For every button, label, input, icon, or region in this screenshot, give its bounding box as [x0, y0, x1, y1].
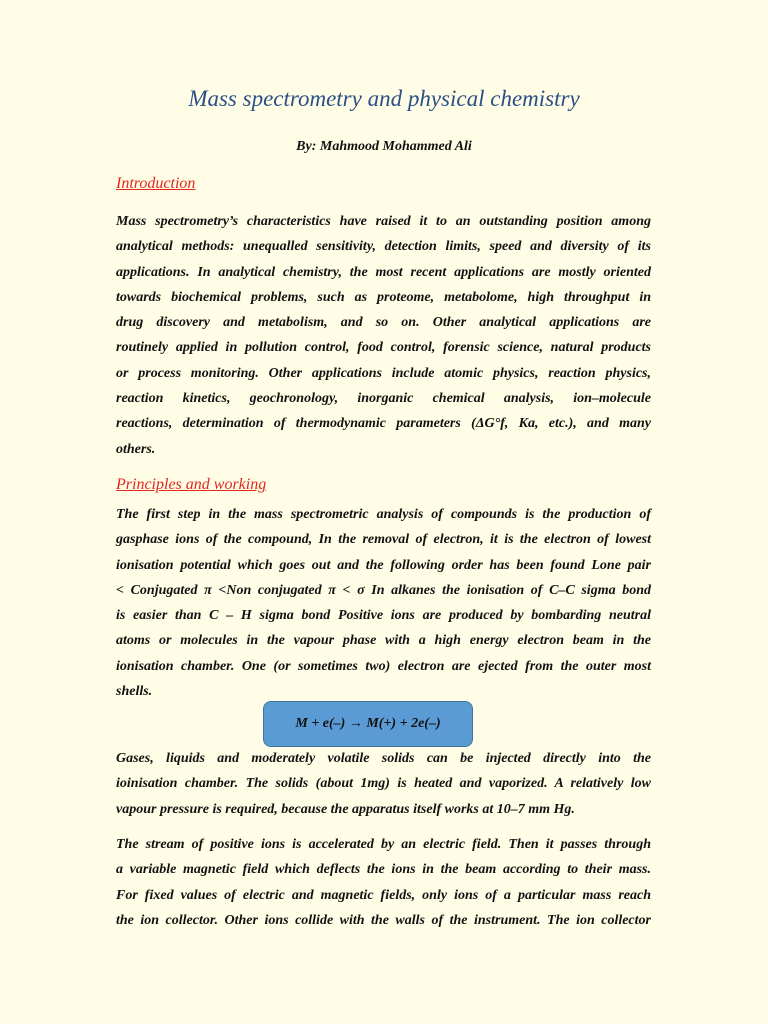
paragraph-line: ionisation potential which goes out and the following order has been found Lone pair [116, 557, 651, 573]
paragraph-line: is easier than C – H sigma bond Positive ions are produced by bombarding neutral [116, 608, 651, 624]
paragraph-line: reaction kinetics, geochronology, inorganic chemical analysis, ion–molecule [116, 391, 651, 407]
paragraph-line: drug discovery and metabolism, and so on. Other analytical applications are [116, 315, 651, 331]
injection-paragraph [116, 746, 651, 822]
paragraph-line: or process monitoring. Other applications include atomic physics, reaction physics, [116, 365, 651, 381]
paragraph-line: towards biochemical problems, such as proteome, metabolome, high throughput in [116, 289, 651, 305]
paragraph-line: Mass spectrometry’s characteristics have raised it to an outstanding position among [116, 214, 651, 229]
paragraph-line: The stream of positive ions is accelerated by an electric field. Then it passes through [116, 837, 651, 852]
paragraph-line: reactions, determination of thermodynamic parameters (ΔG°f, Ka, etc.), and many [116, 416, 651, 432]
introduction-heading: Introduction [116, 175, 196, 192]
paragraph-line: gasphase ions of the compound, In the removal of electron, it is the electron of lowest [116, 532, 651, 548]
paragraph-line: a variable magnetic field which deflects the ions in the beam according to their mass. [116, 862, 651, 878]
introduction-paragraph [116, 209, 651, 462]
paragraph-line: atoms or molecules in the vapour phase with a high energy electron beam in the [116, 633, 651, 649]
paragraph-line: For fixed values of electric and magnetic fields, only ions of a particular mass reach [116, 887, 651, 903]
equation-box [263, 701, 473, 747]
paragraph-line: applications. In analytical chemistry, the most recent applications are mostly oriented [116, 264, 651, 280]
paragraph-line: The first step in the mass spectrometric analysis of compounds is the production of [116, 507, 651, 522]
principles-heading: Principles and working [116, 476, 267, 493]
paragraph-line: shells. [116, 684, 153, 700]
principles-paragraph [116, 502, 651, 704]
paragraph-line: vapour pressure is required, because the apparatus itself works at 10–7 mm Hg. [116, 801, 575, 817]
paragraph-line: the ion collector. Other ions collide with the walls of the instrument. The ion collector [116, 912, 651, 928]
paragraph-line: others. [116, 441, 156, 457]
paragraph-line: < Conjugated π <Non conjugated π < σ In alkanes the ionisation of C–C sigma bond [116, 582, 651, 598]
document-title: Mass spectrometry and physical chemistry [188, 86, 580, 111]
paragraph-line: analytical methods: unequalled sensitivity, detection limits, speed and diversity of its [116, 239, 651, 255]
author-byline: By: Mahmood Mohammed Ali [296, 139, 472, 154]
paragraph-line: Gases, liquids and moderately volatile solids can be injected directly into the [116, 751, 651, 766]
ionisation-equation: M + e(–) → M(+) + 2e(–) [295, 716, 441, 731]
acceleration-paragraph [116, 832, 651, 933]
paragraph-line: ioinisation chamber. The solids (about 1mg) is heated and vaporized. A relatively low [116, 776, 651, 792]
paragraph-line: routinely applied in pollution control, food control, forensic science, natural products [116, 340, 651, 356]
paragraph-line: ionisation chamber. One (or sometimes two) electron are ejected from the outer most [116, 658, 651, 674]
